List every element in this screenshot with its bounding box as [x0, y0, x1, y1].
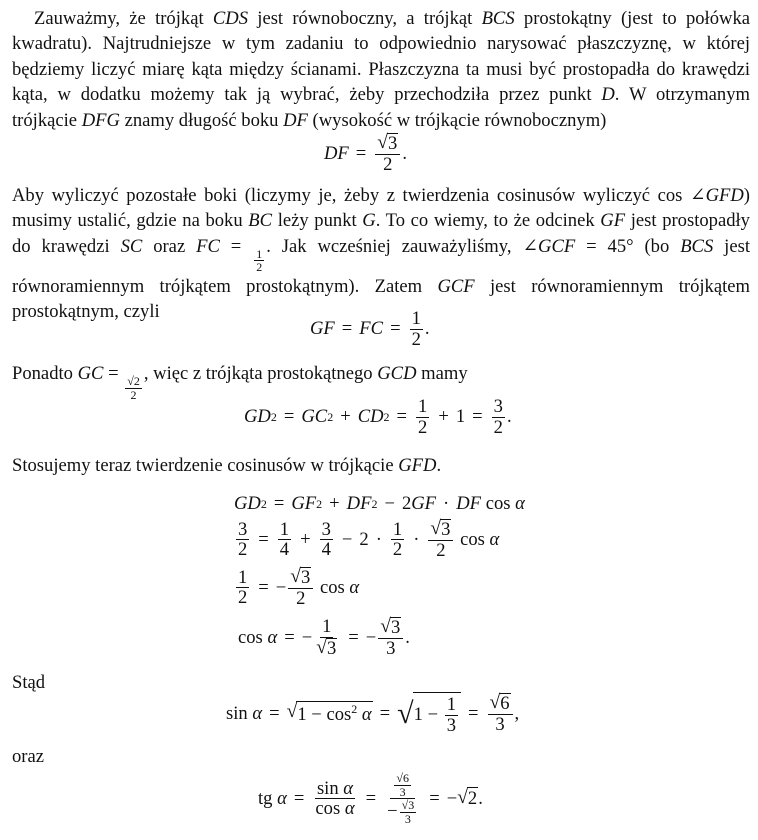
text: mamy [416, 363, 468, 384]
fraction [488, 693, 513, 734]
square-root: √ $1 - \cos^2 \alpha$ [286, 700, 372, 726]
text: oraz [12, 746, 44, 767]
math-var: G [362, 210, 376, 232]
denominator: 2 [436, 539, 446, 561]
equals-sign: = [365, 787, 377, 809]
radicand: 2 [467, 788, 478, 810]
paragraph-6 [12, 744, 750, 770]
math-var: CD [357, 406, 384, 428]
function-name: cos [315, 798, 341, 820]
sqrt-icon: √ [489, 692, 501, 713]
equation-cosine-law [12, 485, 750, 670]
function-name: sin [226, 702, 248, 724]
equals-sign: = [293, 787, 305, 809]
fraction [416, 397, 429, 437]
equals-sign: = [396, 406, 408, 428]
equals-sign: = [468, 702, 479, 724]
denominator: 2 [411, 328, 421, 350]
sqrt-icon: √ [397, 696, 414, 730]
exponent: 2 [270, 409, 277, 424]
text: (wysokość w trójkącie równobocznym) [307, 109, 607, 131]
text: znamy długość boku [119, 109, 284, 131]
denominator: 2 [493, 416, 503, 438]
numerator: 3 [321, 518, 331, 540]
equals-sign: = [258, 576, 269, 598]
fraction [236, 520, 249, 560]
radicand: 3 [388, 133, 398, 154]
minus-sign: − [301, 626, 313, 648]
math-var: DFG [81, 109, 120, 131]
text: jest równoramiennym trójkątem prostokątnym, czyli [12, 276, 750, 323]
fraction [375, 133, 400, 174]
text: ) musimy ustalić, gdzie na boku [12, 185, 750, 232]
math-var: α [361, 704, 372, 726]
numerator: √3 [401, 798, 415, 813]
number: 2 [401, 493, 412, 514]
numerator: 3 [238, 518, 248, 540]
numerator: 1 [392, 518, 403, 540]
plus-sign: + [438, 406, 449, 428]
document-page [12, 6, 750, 840]
text: Stosujemy teraz twierdzenie cosinusów w trójkącie [12, 455, 399, 476]
text: = [219, 235, 253, 257]
fraction [400, 799, 417, 825]
sqrt-icon: √ [380, 616, 391, 637]
exponent: 2 [351, 701, 358, 716]
math-var: FC [196, 235, 220, 257]
denominator: 3 [404, 811, 411, 826]
math-var: α [252, 702, 263, 724]
numerator: 1 [411, 308, 421, 329]
text: prostokątny (jest to połówka kwadratu). Najtrudniejsze w tym zadaniu to odpowiednio narysować płaszczyznę, w której będziemy liczyć miarę kąta między ścianami. Płaszczyzna ta musi być prostopadła do krawędzi kąta, w dodatku możemy tak ją wybrać, żeby przechodziła przez punkt [12, 8, 750, 106]
number: 1 [455, 406, 466, 428]
punct: , [514, 702, 520, 724]
dot-operator: · [375, 528, 382, 550]
numerator: 1 [256, 246, 263, 261]
function-name: tg [258, 787, 273, 809]
math-var: DF [346, 493, 372, 514]
sqrt-icon: √ [286, 700, 298, 722]
text: Stąd [12, 672, 46, 693]
denominator: 4 [279, 539, 290, 561]
equation-sin [12, 692, 750, 744]
fraction [410, 309, 423, 349]
math-var: GCD [377, 363, 417, 384]
numerator: 1 [322, 616, 332, 637]
math-var: GF [310, 318, 335, 340]
equals-sign: = [284, 626, 295, 648]
text: Zauważmy, że trójkąt [34, 8, 213, 29]
denominator: 2 [392, 539, 403, 561]
equals-sign: = [348, 626, 359, 648]
text: = [103, 363, 124, 384]
fraction [492, 397, 505, 437]
function-name: cos [460, 528, 485, 550]
paragraph-1 [12, 6, 750, 133]
equals-sign: = [269, 702, 280, 724]
text: Ponadto [12, 363, 78, 384]
paragraph-2 [12, 183, 751, 323]
function-name: cos [326, 704, 352, 726]
math-var: α [343, 777, 354, 799]
math-var: BCS [680, 235, 714, 257]
radicand: 3 [326, 637, 337, 659]
math-var: GD [244, 406, 271, 428]
math-var: GF [411, 493, 437, 514]
math-var: GC [301, 406, 328, 428]
math-var: BCS [481, 8, 515, 29]
fraction [314, 617, 339, 658]
equals-sign: = [341, 318, 353, 340]
math-var: GF [600, 210, 626, 232]
numerator: √6 [396, 771, 409, 785]
equation-tg [12, 770, 750, 840]
math-var: CDS [212, 8, 249, 29]
radicand: 3 [441, 519, 451, 540]
exponent: 2 [371, 496, 378, 511]
text: jest równoramiennym trójkątem prostokątnym). Zatem [12, 235, 751, 297]
numerator: 3 [493, 396, 503, 417]
equals-sign: = [390, 318, 401, 340]
number: 1 [413, 704, 423, 726]
sqrt-icon: √ [377, 132, 389, 153]
equals-sign: = [429, 787, 440, 809]
fraction [428, 519, 453, 560]
radicand: 3 [301, 567, 311, 588]
radicand: 6 [500, 693, 510, 714]
fraction: $\frac{√6}{3}$ − $\frac{√3}{3}$ [387, 771, 415, 826]
punct: . [424, 318, 430, 340]
equals-sign: = [472, 406, 483, 428]
math-var: DF [283, 109, 308, 131]
denominator: 2 [130, 387, 137, 402]
plus-sign: + [300, 528, 311, 550]
punct: . [478, 787, 483, 809]
numerator: 1 [238, 566, 248, 588]
function-name: cos [238, 626, 263, 648]
fraction [391, 520, 404, 560]
denominator: 3 [446, 714, 457, 736]
math-var: GD [234, 493, 261, 514]
numerator: 1 [418, 396, 428, 417]
math-var: BC [248, 210, 273, 232]
math-var: DF [456, 493, 482, 514]
exponent: 2 [260, 496, 267, 511]
fraction [278, 520, 291, 560]
denominator: 3 [386, 637, 396, 659]
paragraph-3 [12, 361, 750, 402]
text: = 45° (bo [575, 235, 681, 257]
text: leży punkt [272, 210, 363, 232]
equation-df [12, 133, 750, 183]
fraction [445, 695, 458, 735]
equals-sign: = [258, 528, 269, 550]
function-name: cos [485, 493, 511, 514]
text: , więc z trójkąta prostokątnego [143, 363, 378, 384]
denominator: 2 [383, 153, 393, 175]
denominator: 2 [418, 416, 428, 438]
math-var: DF [324, 142, 349, 164]
text: . To co wiemy, to że odcinek [375, 210, 601, 232]
text: jest prostopadły do krawędzi [12, 210, 750, 257]
fraction [313, 779, 356, 819]
fraction [288, 567, 313, 608]
denominator: 2 [256, 260, 263, 275]
math-var: α [277, 787, 287, 809]
math-var: α [349, 576, 360, 598]
text: . W otrzymanym trójkącie [12, 84, 750, 131]
math-var: GF [291, 493, 317, 514]
math-var: α [515, 493, 525, 514]
minus-sign: − [365, 626, 377, 648]
equals-sign: = [273, 493, 285, 514]
fraction [378, 617, 403, 658]
math-var: ∠GFD [690, 185, 744, 206]
sqrt-icon: √ [457, 787, 468, 809]
sqrt-icon: √ [290, 566, 302, 587]
punct: . [405, 626, 410, 648]
plus-sign: + [340, 406, 351, 428]
numerator: √2 [127, 374, 140, 388]
radicand: 3 [390, 617, 401, 638]
minus-sign: − [341, 528, 353, 550]
equals-sign: = [355, 142, 367, 164]
minus-sign: − [384, 493, 395, 514]
function-name: sin [316, 777, 339, 799]
fraction [320, 520, 333, 560]
math-var: α [489, 528, 500, 550]
equals-sign: = [379, 702, 391, 724]
math-var: ∠GCF [522, 235, 576, 257]
plus-sign: + [329, 493, 340, 514]
fraction [394, 772, 411, 798]
dot-operator: · [443, 493, 450, 514]
text: jest równoboczny, a trójkąt [248, 8, 482, 29]
punct: . [402, 142, 407, 164]
dot-operator: · [413, 528, 420, 550]
fraction [254, 248, 264, 274]
denominator: 3 [399, 784, 406, 799]
exponent: 2 [316, 496, 323, 511]
math-var: D [601, 84, 615, 106]
minus-sign: − [275, 576, 287, 598]
fraction [236, 568, 249, 608]
text: . [436, 455, 442, 476]
number: 1 [297, 704, 307, 726]
exponent: 2 [327, 409, 334, 424]
text: Aby wyliczyć pozostałe boki (liczymy je, żeby z twierdzenia cosinusów wyliczyć cos [12, 185, 690, 206]
math-var: SC [120, 235, 143, 257]
square-root: √ 1 − $\frac{1}{3}$ [397, 692, 461, 735]
math-var: α [267, 626, 278, 648]
equals-sign: = [283, 406, 295, 428]
math-var: GFD [398, 455, 437, 476]
numerator: 1 [446, 694, 457, 715]
math-var: FC [359, 318, 384, 340]
equation-gd [12, 387, 750, 453]
denominator: 2 [238, 539, 248, 561]
denominator: 4 [321, 539, 331, 561]
numerator: 1 [279, 518, 290, 540]
text: oraz [142, 235, 197, 257]
punct: . [506, 406, 512, 428]
square-root [457, 787, 478, 810]
paragraph-4 [12, 453, 750, 485]
function-name: cos [319, 576, 345, 598]
exponent: 2 [383, 409, 390, 424]
denominator: 2 [238, 587, 248, 609]
denominator: 3 [495, 713, 505, 735]
math-var: GCF [437, 276, 475, 297]
math-var: GC [77, 363, 104, 384]
text: . Jak wcześniej zauważyliśmy, [266, 235, 523, 257]
math-var: α [344, 798, 355, 820]
number: 2 [359, 528, 369, 550]
minus-sign: − [446, 787, 458, 809]
equation-gf [12, 308, 750, 361]
sqrt-icon: √ [316, 636, 327, 658]
denominator: 2 [296, 587, 306, 609]
sqrt-icon: √ [430, 518, 442, 539]
